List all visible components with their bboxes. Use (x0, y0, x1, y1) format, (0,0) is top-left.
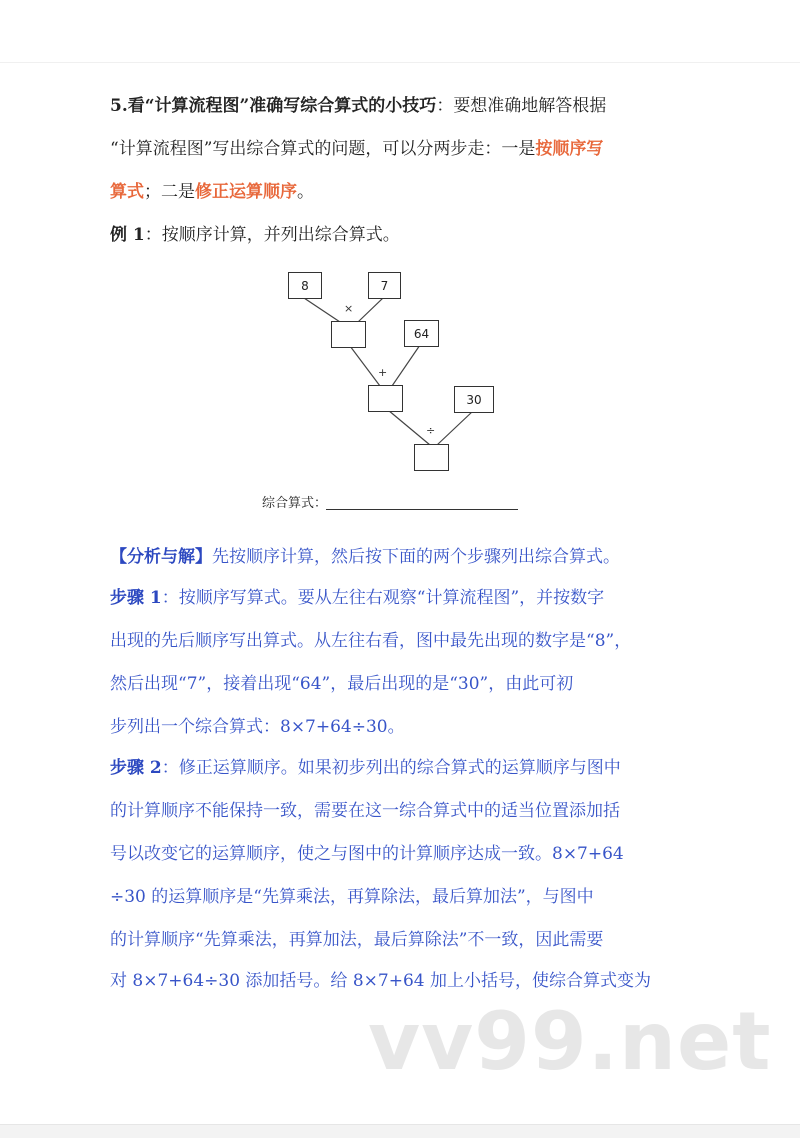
tip-intro-end: 。 (297, 182, 314, 202)
tip-intro-2: “计算流程图”写出综合算式的问题，可以分两步走：一是 (110, 139, 536, 159)
step1-line-2: 出现的先后顺序写出算式。从左往右看，图中最先出现的数字是“8”， (110, 631, 632, 651)
connector-30 (437, 411, 473, 445)
number-box-30: 30 (454, 386, 494, 413)
step2-line-5: 的计算顺序“先算乘法，再算加法，最后算除法”不一致，因此需要 (110, 930, 604, 950)
answer-label: 综合算式： (262, 496, 328, 511)
step1-text-1: ：按顺序写算式。要从左往右观察“计算流程图”，并按数字 (161, 588, 605, 608)
connector-7 (358, 298, 383, 322)
operator-plus: + (378, 366, 388, 379)
step2-line-2: 的计算顺序不能保持一致，需要在这一综合算式中的适当位置添加括 (110, 801, 620, 821)
answer-blank-line (326, 509, 518, 510)
operator-divide: ÷ (426, 424, 436, 437)
example-label: 例 1 (110, 225, 145, 245)
number-box-7: 7 (368, 272, 401, 299)
connector-step2 (388, 410, 430, 445)
step2-line-1 (110, 753, 690, 778)
result-box-1 (331, 321, 366, 348)
step2-line-6: 对 8×7+64÷30 添加括号。给 8×7+64 加上小括号，使综合算式变为 (110, 971, 651, 991)
step2-label: 步骤 2 (110, 758, 162, 778)
step2-highlight: 修正运算顺序 (195, 182, 297, 202)
tip-intro-1: 要想准确地解答根据 (453, 96, 607, 116)
tip-intro-3: ；二是 (144, 182, 195, 202)
connector-8 (304, 298, 340, 322)
step1-line-3: 然后出现“7”，接着出现“64”，最后出现的是“30”，由此可初 (110, 674, 574, 694)
step1-highlight-a: 按顺序写 (535, 139, 604, 159)
operator-multiply: × (344, 302, 354, 315)
analysis-text: 先按顺序计算，然后按下面的两个步骤列出综合算式。 (212, 547, 620, 567)
step1-label: 步骤 1 (110, 588, 162, 608)
step2-line-4: ÷30 的运算顺序是“先算乘法，再算除法，最后算加法”，与图中 (110, 887, 594, 907)
example-text: ：按顺序计算，并列出综合算式。 (144, 225, 400, 245)
tip-number: 5. (110, 96, 128, 116)
flow-diagram-lines (0, 0, 800, 520)
step2-text-1: ：修正运算顺序。如果初步列出的综合算式的运算顺序与图中 (161, 758, 621, 778)
number-box-8: 8 (288, 272, 322, 299)
result-box-2 (368, 385, 403, 412)
step1-highlight-b: 算式 (110, 182, 144, 202)
step1-line-1 (110, 583, 690, 608)
tip-title: 看“计算流程图”准确写综合算式的小技巧 (127, 96, 437, 116)
step1-line-4: 步列出一个综合算式：8×7+64÷30。 (110, 717, 405, 737)
analysis-line (110, 542, 690, 567)
number-box-64: 64 (404, 320, 439, 347)
connector-step1 (350, 346, 380, 386)
watermark: vv99.net (368, 995, 772, 1088)
connector-64 (392, 345, 420, 386)
analysis-label: 【分析与解】 (110, 547, 212, 567)
bottom-bar (0, 1124, 800, 1138)
tip-colon: ： (436, 96, 454, 116)
step2-line-3: 号以改变它的运算顺序，使之与图中的计算顺序达成一致。8×7+64 (110, 844, 624, 864)
result-box-3 (414, 444, 449, 471)
